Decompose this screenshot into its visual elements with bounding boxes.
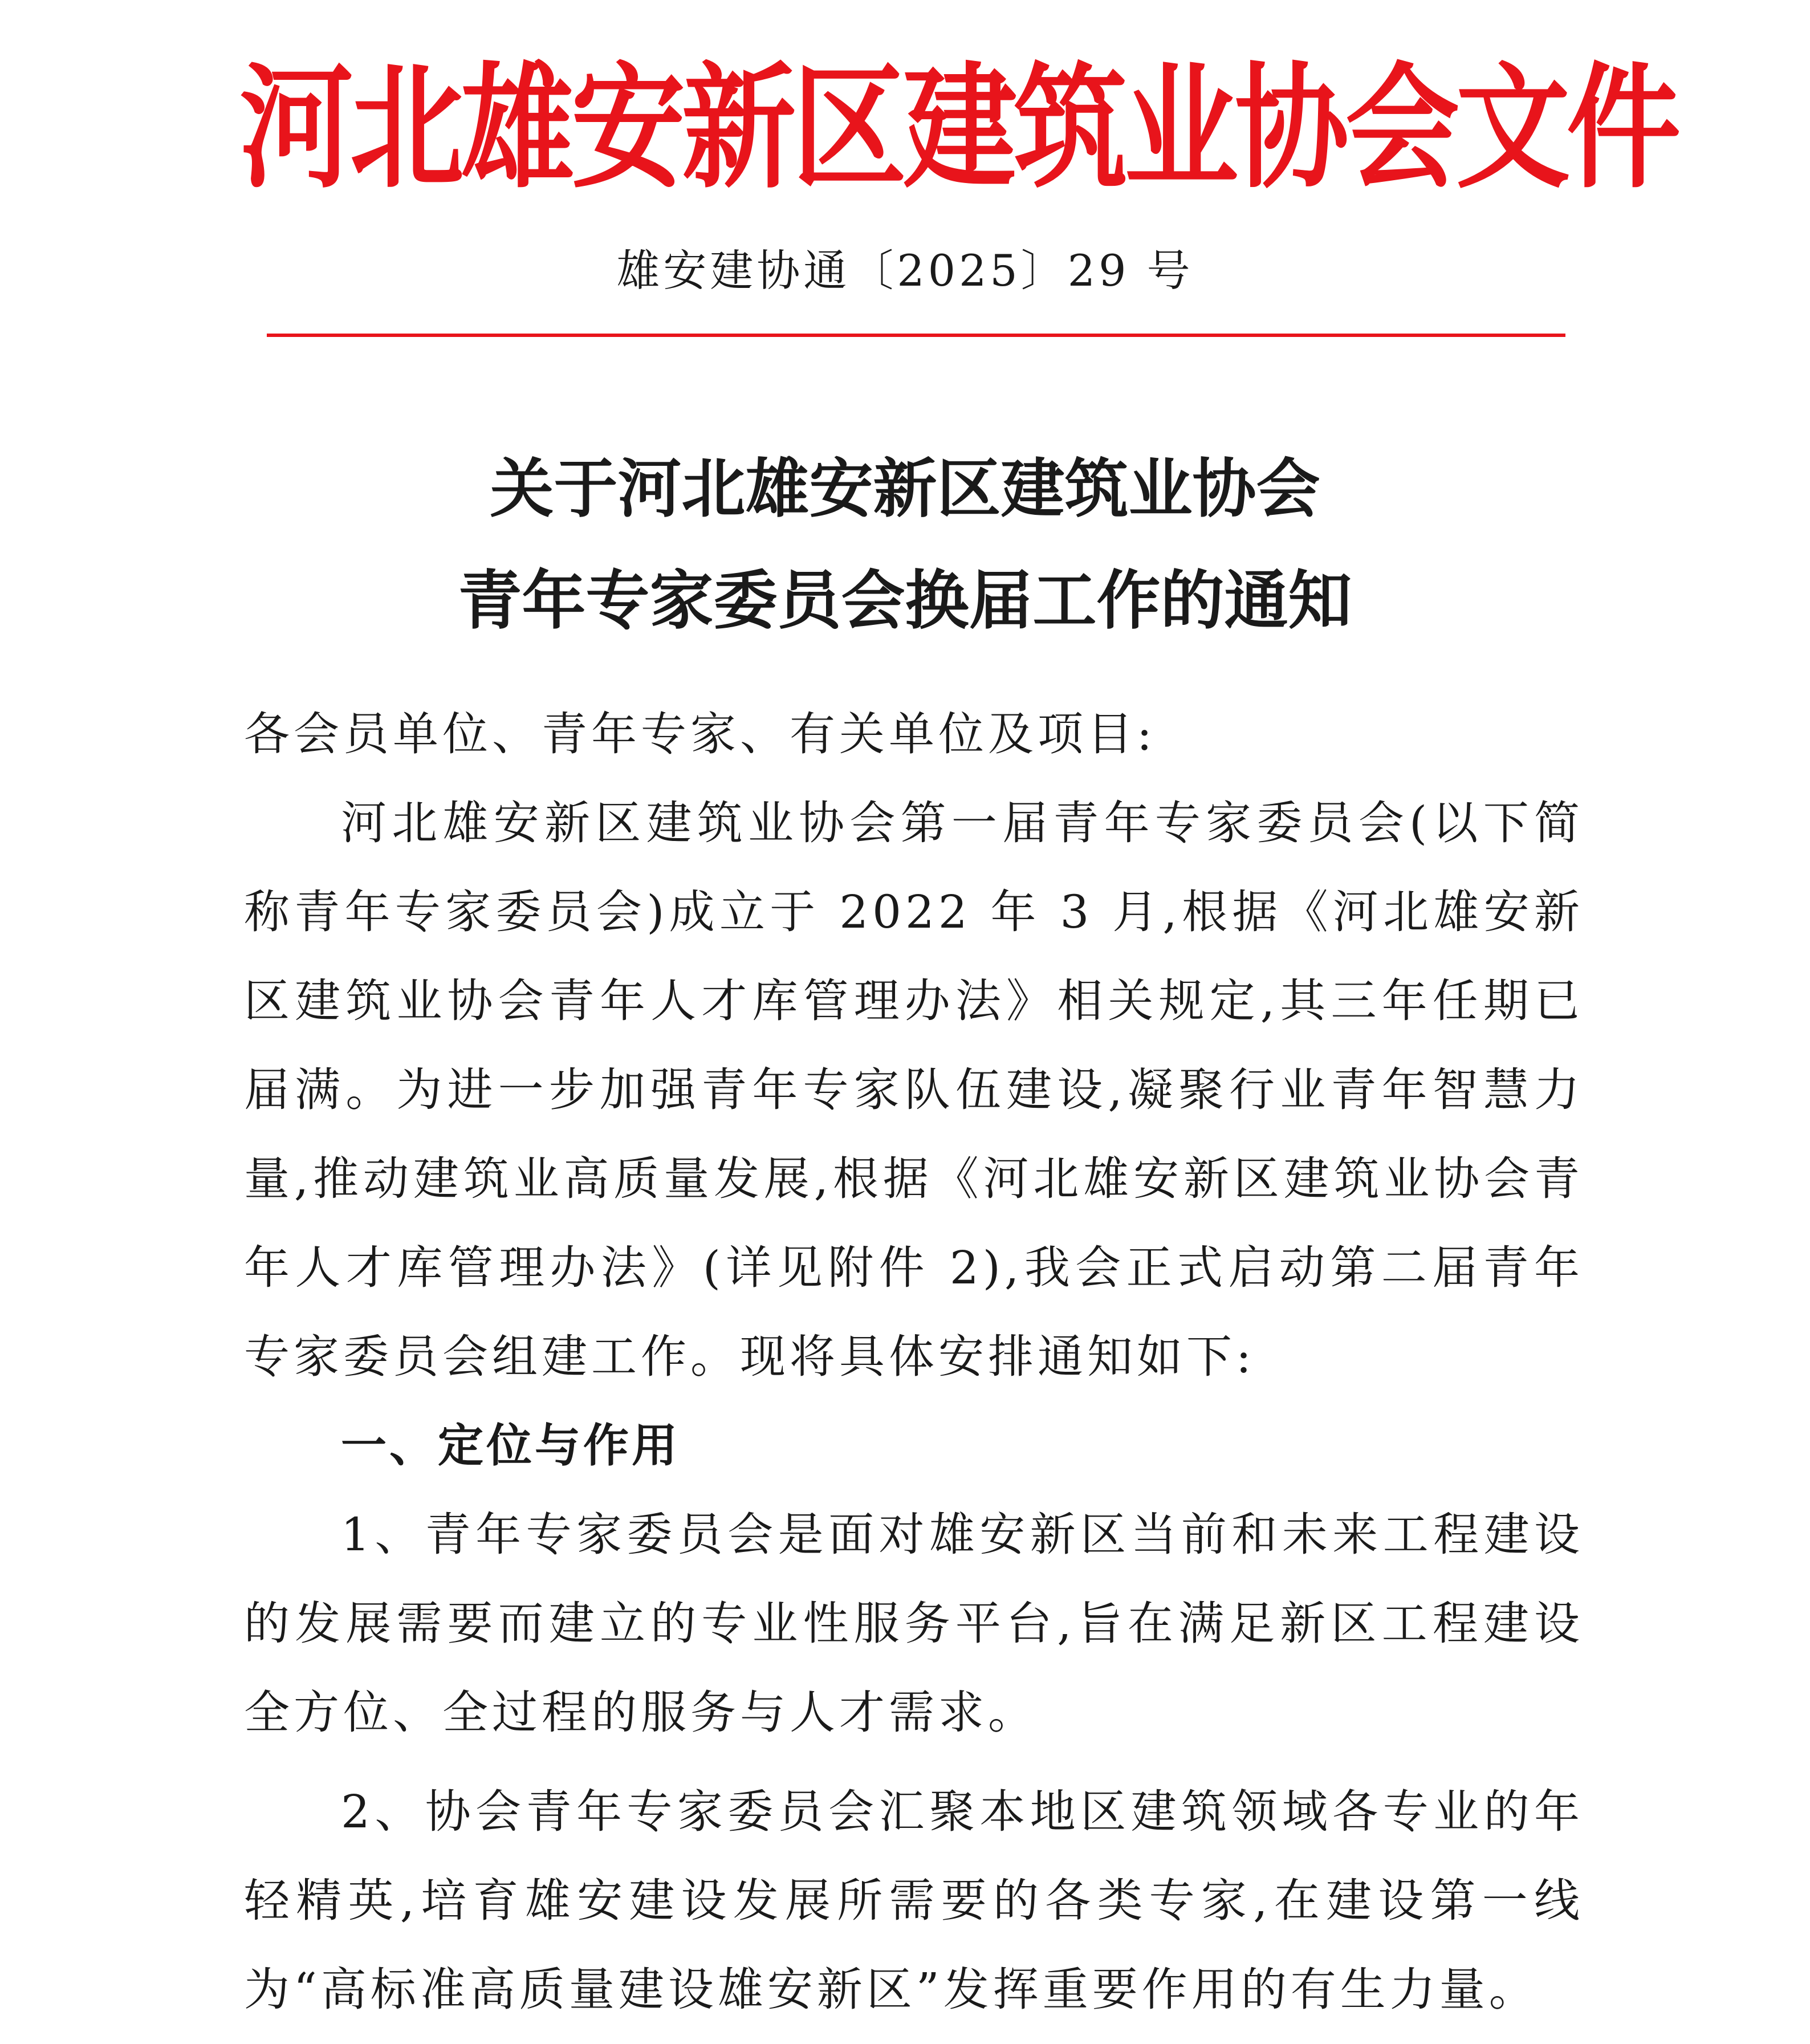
notice-body — [244, 690, 1584, 2034]
masthead-title: 河北雄安新区建筑业协会文件 — [239, 48, 1678, 208]
item-1-paragraph: 1、青年专家委员会是面对雄安新区当前和未来工程建设的发展需要而建立的专业性服务平台,旨在满足新区工程建设全方位、全过程的服务与人才需求。 — [244, 1508, 1584, 1739]
red-divider-line — [267, 334, 1565, 337]
salutation: 各会员单位、青年专家、有关单位及项目: — [244, 708, 1156, 761]
notice-title — [0, 433, 1810, 657]
intro-paragraph: 河北雄安新区建筑业协会第一届青年专家委员会(以下简称青年专家委员会)成立于 2022 年 3 月,根据《河北雄安新区建筑业协会青年人才库管理办法》相关规定,其三年任期已届满。为进一步加强青年专家队伍建设,凝聚行业青年智慧力量,推动建筑业高质量发展,根据《河北雄安新区建筑业协会青年人才库管理办法》(详见附件 2),我会正式启动第二届青年专家委员会组建工作。现将具体安排通知如下: — [244, 797, 1584, 1383]
section-1-heading: 一、定位与作用 — [341, 1419, 680, 1472]
notice-title-line-1: 关于河北雄安新区建筑业协会 — [490, 452, 1320, 526]
item-2-paragraph: 2、协会青年专家委员会汇聚本地区建筑领域各专业的年轻精英,培育雄安建设发展所需要的各类专家,在建设第一线为“高标准高质量建设雄安新区”发挥重要作用的有生力量。 — [244, 1785, 1584, 2016]
notice-title-line-2: 青年专家委员会换届工作的通知 — [458, 563, 1352, 638]
document-number: 雄安建协通〔2025〕29 号 — [616, 245, 1194, 296]
